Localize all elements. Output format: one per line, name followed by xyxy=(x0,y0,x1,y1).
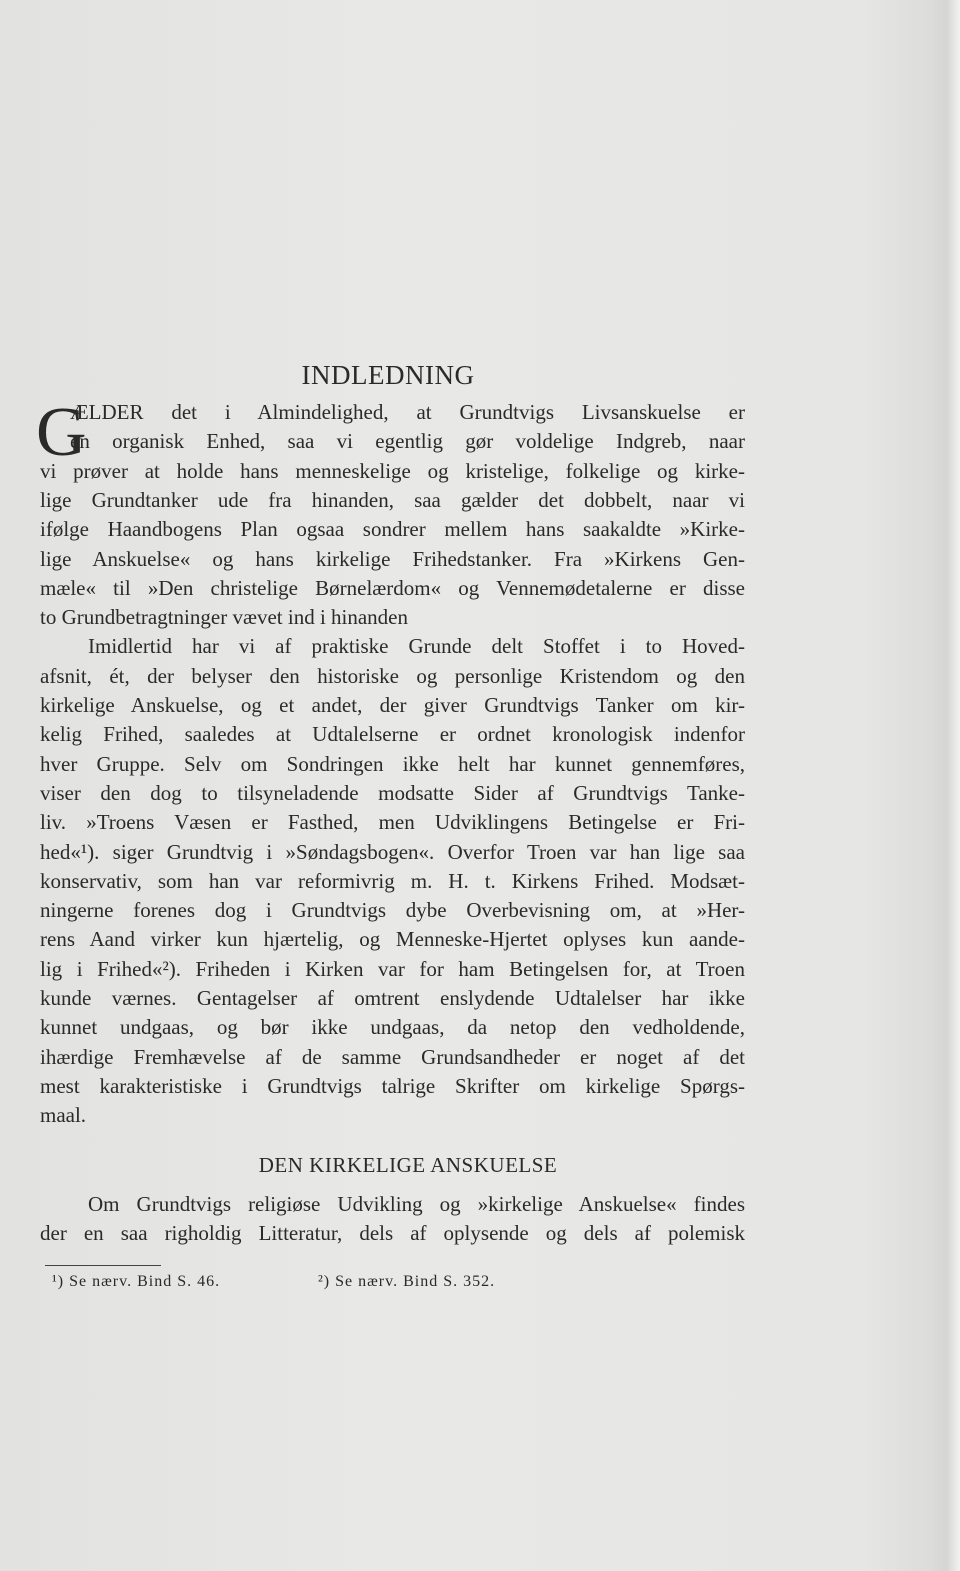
text-line: ningerne forenes dog i Grundtvigs dybe Overbevisning om, at »Her- xyxy=(40,898,745,923)
text-line: ÆLDER det i Almindelighed, at Grundtvigs Livsanskuelse er xyxy=(70,400,745,424)
page-edge xyxy=(946,0,960,1571)
text-line: Om Grundtvigs religiøse Udvikling og »kirkelige Anskuelse« findes xyxy=(88,1192,745,1216)
text-line: kunnet undgaas, og bør ikke undgaas, da netop den vedholdende, xyxy=(40,1015,745,1040)
text-line: maal. xyxy=(40,1103,87,1128)
footnote-mark: ¹) xyxy=(52,1273,65,1290)
text-line: mest karakteristiske i Grundtvigs talrige Skrifter om kirkelige Spørgs- xyxy=(40,1073,745,1098)
section-heading: DEN KIRKELIGE ANSKUELSE xyxy=(258,1153,558,1177)
text-line: Imidlertid har vi af praktiske Grunde delt Stoffet i to Hoved- xyxy=(88,634,745,659)
footnote-rule xyxy=(45,1265,161,1266)
text-line: lige Anskuelse« og hans kirkelige Frihedstanker. Fra »Kirkens Gen- xyxy=(40,546,745,571)
text-line: mæle« til »Den christelige Børnelærdom« og Vennemødetalerne er disse xyxy=(40,575,745,600)
drop-cap: G xyxy=(36,394,87,471)
text-line: rens Aand virker kun hjærtelig, og Menneske-Hjertet oplyses kun aande- xyxy=(40,927,745,952)
text-line: to Grundbetragtninger vævet ind i hinanden xyxy=(40,605,409,630)
text-line: afsnit, ét, der belyser den historiske og personlige Kristendom og den xyxy=(40,663,745,688)
text-line: liv. »Troens Væsen er Fasthed, men Udviklingens Betingelse er Fri- xyxy=(40,810,745,835)
text-line: ihærdige Fremhævelse af de samme Grundsandheder er noget af det xyxy=(40,1044,745,1069)
footnote-text: Se nærv. Bind S. 352. xyxy=(335,1273,496,1290)
text-line: kirkelige Anskuelse, og et andet, der giver Grundtvigs Tanker om kir- xyxy=(40,693,745,717)
text-line: en organisk Enhed, saa vi egentlig gør voldelige Indgreb, naar xyxy=(70,429,745,454)
footnote-2 xyxy=(318,1271,495,1293)
text-line: kunde værnes. Gentagelser af omtrent enslydende Udtalelser har ikke xyxy=(40,986,745,1010)
footnote-mark: ²) xyxy=(318,1273,331,1290)
text-line: vi prøver at holde hans menneskelige og kristelige, folkelige og kirke- xyxy=(40,458,745,483)
text-line: der en saa righoldig Litteratur, dels af oplysende og dels af polemisk xyxy=(40,1221,745,1246)
text-line: ifølge Haandbogens Plan ogsaa sondrer mellem hans saakaldte »Kirke- xyxy=(40,517,745,542)
text-line: lige Grundtanker ude fra hinanden, saa gælder det dobbelt, naar vi xyxy=(40,487,745,512)
text-line: hver Gruppe. Selv om Sondringen ikke helt har kunnet gennemføres, xyxy=(40,751,745,776)
footnote-text: Se nærv. Bind S. 46. xyxy=(69,1273,221,1290)
chapter-heading: INDLEDNING xyxy=(301,360,475,390)
text-line: kelig Frihed, saaledes at Udtalelserne er ordnet kronologisk indenfor xyxy=(40,722,745,747)
text-line: lig i Frihed«²). Friheden i Kirken var for ham Betingelsen for, at Troen xyxy=(40,956,745,981)
text-line: viser den dog to tilsyneladende modsatte Sider af Grundtvigs Tanke- xyxy=(40,780,745,805)
text-line: konservativ, som han var reformivrig m. H. t. Kirkens Frihed. Modsæt- xyxy=(40,868,745,893)
text-line: hed«¹). siger Grundtvig i »Søndagsbogen«. Overfor Troen var han lige saa xyxy=(40,839,745,864)
footnote-1 xyxy=(52,1271,220,1293)
